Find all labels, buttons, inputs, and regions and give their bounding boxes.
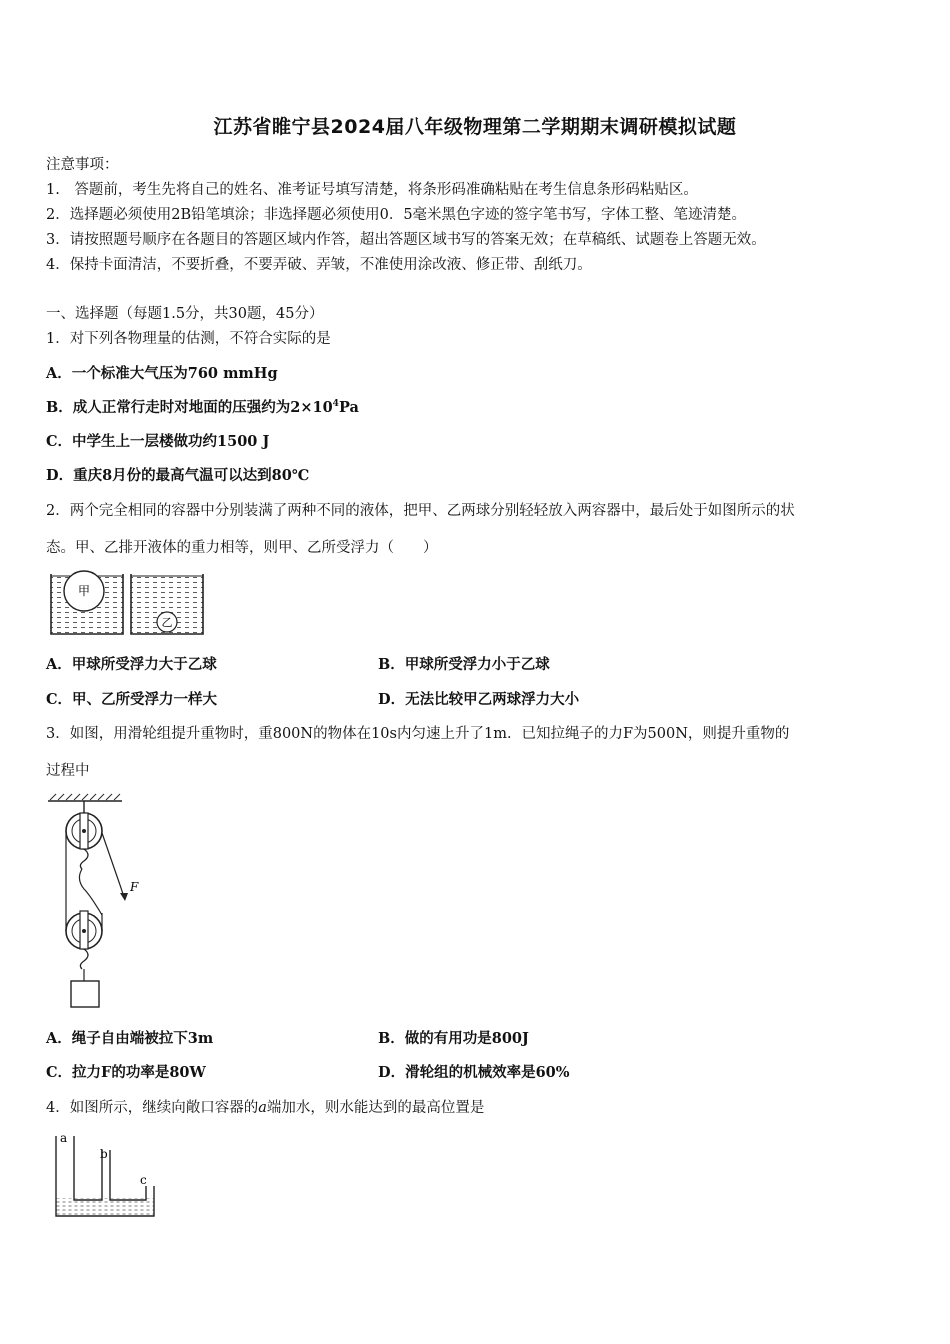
q1-option-b-text: B．成人正常行走时对地面的压强约为2×10: [46, 399, 333, 416]
page-title: 江苏省睢宁县2024届八年级物理第二学期期末调研模拟试题: [213, 116, 737, 138]
q3-option-b: B．做的有用功是800J: [378, 1030, 529, 1047]
q2-option-a: A．甲球所受浮力大于乙球: [46, 656, 217, 673]
q3-stem-line2: 过程中: [46, 763, 90, 779]
force-label: F: [130, 880, 139, 894]
q4-container-figure: [50, 1128, 160, 1220]
q1-stem: 1．对下列各物理量的估测，不符合实际的是: [46, 331, 331, 347]
q1-option-b-unit: Pa: [338, 399, 359, 416]
q3-stem-line1: 3．如图，用滑轮组提升重物时，重800N的物体在10s内匀速上升了1m．已知拉绳子的力F为500N，则提升重物的: [46, 726, 790, 742]
ball-yi-label: 乙: [161, 616, 173, 629]
notice-heading: 注意事项：: [46, 157, 119, 173]
q2-option-c: C．甲、乙所受浮力一样大: [46, 691, 218, 708]
notice-item: 3．请按照题号顺序在各题目的答题区域内作答，超出答题区域书写的答案无效；在草稿纸、试题卷上答题无效。: [46, 232, 766, 248]
notice-item: 4．保持卡面清洁，不要折叠，不要弄破、弄皱，不准使用涂改液、修正带、刮纸刀。: [46, 257, 592, 273]
ball-jia-label: 甲: [77, 584, 91, 598]
q1-option-a: A．一个标准大气压为760 mmHg: [46, 365, 278, 382]
section-heading: 一、选择题（每题1.5分，共30题，45分）: [46, 306, 324, 322]
q4-stem: [46, 1096, 484, 1117]
q2-option-b: B．甲球所受浮力小于乙球: [378, 656, 550, 673]
q2-option-d: D．无法比较甲乙两球浮力大小: [378, 691, 580, 708]
q4-stem-variable: a: [258, 1100, 267, 1116]
q3-option-c: C．拉力F的功率是80W: [46, 1064, 206, 1081]
q4-stem-text: 4．如图所示，继续向敞口容器的: [46, 1100, 259, 1116]
q4-stem-text-end: 端加水，则水能达到的最高位置是: [266, 1100, 485, 1116]
q1-option-c: C．中学生上一层楼做功约1500 J: [46, 433, 270, 450]
label-c: c: [140, 1173, 147, 1187]
q2-containers-figure: [48, 570, 208, 638]
q2-stem-line2: 态。甲、乙排开液体的重力相等，则甲、乙所受浮力（ ）: [46, 540, 438, 556]
weight-block: [71, 981, 99, 1007]
force-arrow: [120, 885, 128, 901]
q1-option-d: D．重庆8月份的最高气温可以达到80℃: [46, 467, 310, 484]
container-right: [131, 574, 203, 634]
q2-stem-line1: 2．两个完全相同的容器中分别装满了两种不同的液体，把甲、乙两球分别轻轻放入两容器中，最后处于如图所示的状: [46, 503, 795, 519]
q1-option-b: [46, 396, 359, 417]
q3-option-a: A．绳子自由端被拉下3m: [46, 1030, 214, 1047]
fixed-pulley: [66, 813, 102, 849]
q3-pulley-figure: [44, 793, 144, 1013]
ceiling: [48, 794, 122, 801]
notice-item: 1. 答题前，考生先将自己的姓名、准考证号填写清楚，将条形码准确粘贴在考生信息条形码粘贴区。: [46, 182, 698, 198]
q1-option-b-exponent: 4: [332, 399, 339, 410]
container-left: [51, 571, 123, 634]
label-b: b: [100, 1147, 108, 1161]
label-a: a: [60, 1131, 68, 1145]
q3-option-d: D．滑轮组的机械效率是60%: [378, 1064, 570, 1081]
notice-item: 2．选择题必须使用2B铅笔填涂；非选择题必须使用0．5毫米黑色字迹的签字笔书写，字体工整、笔迹清楚。: [46, 207, 747, 223]
movable-pulley: [66, 911, 102, 949]
